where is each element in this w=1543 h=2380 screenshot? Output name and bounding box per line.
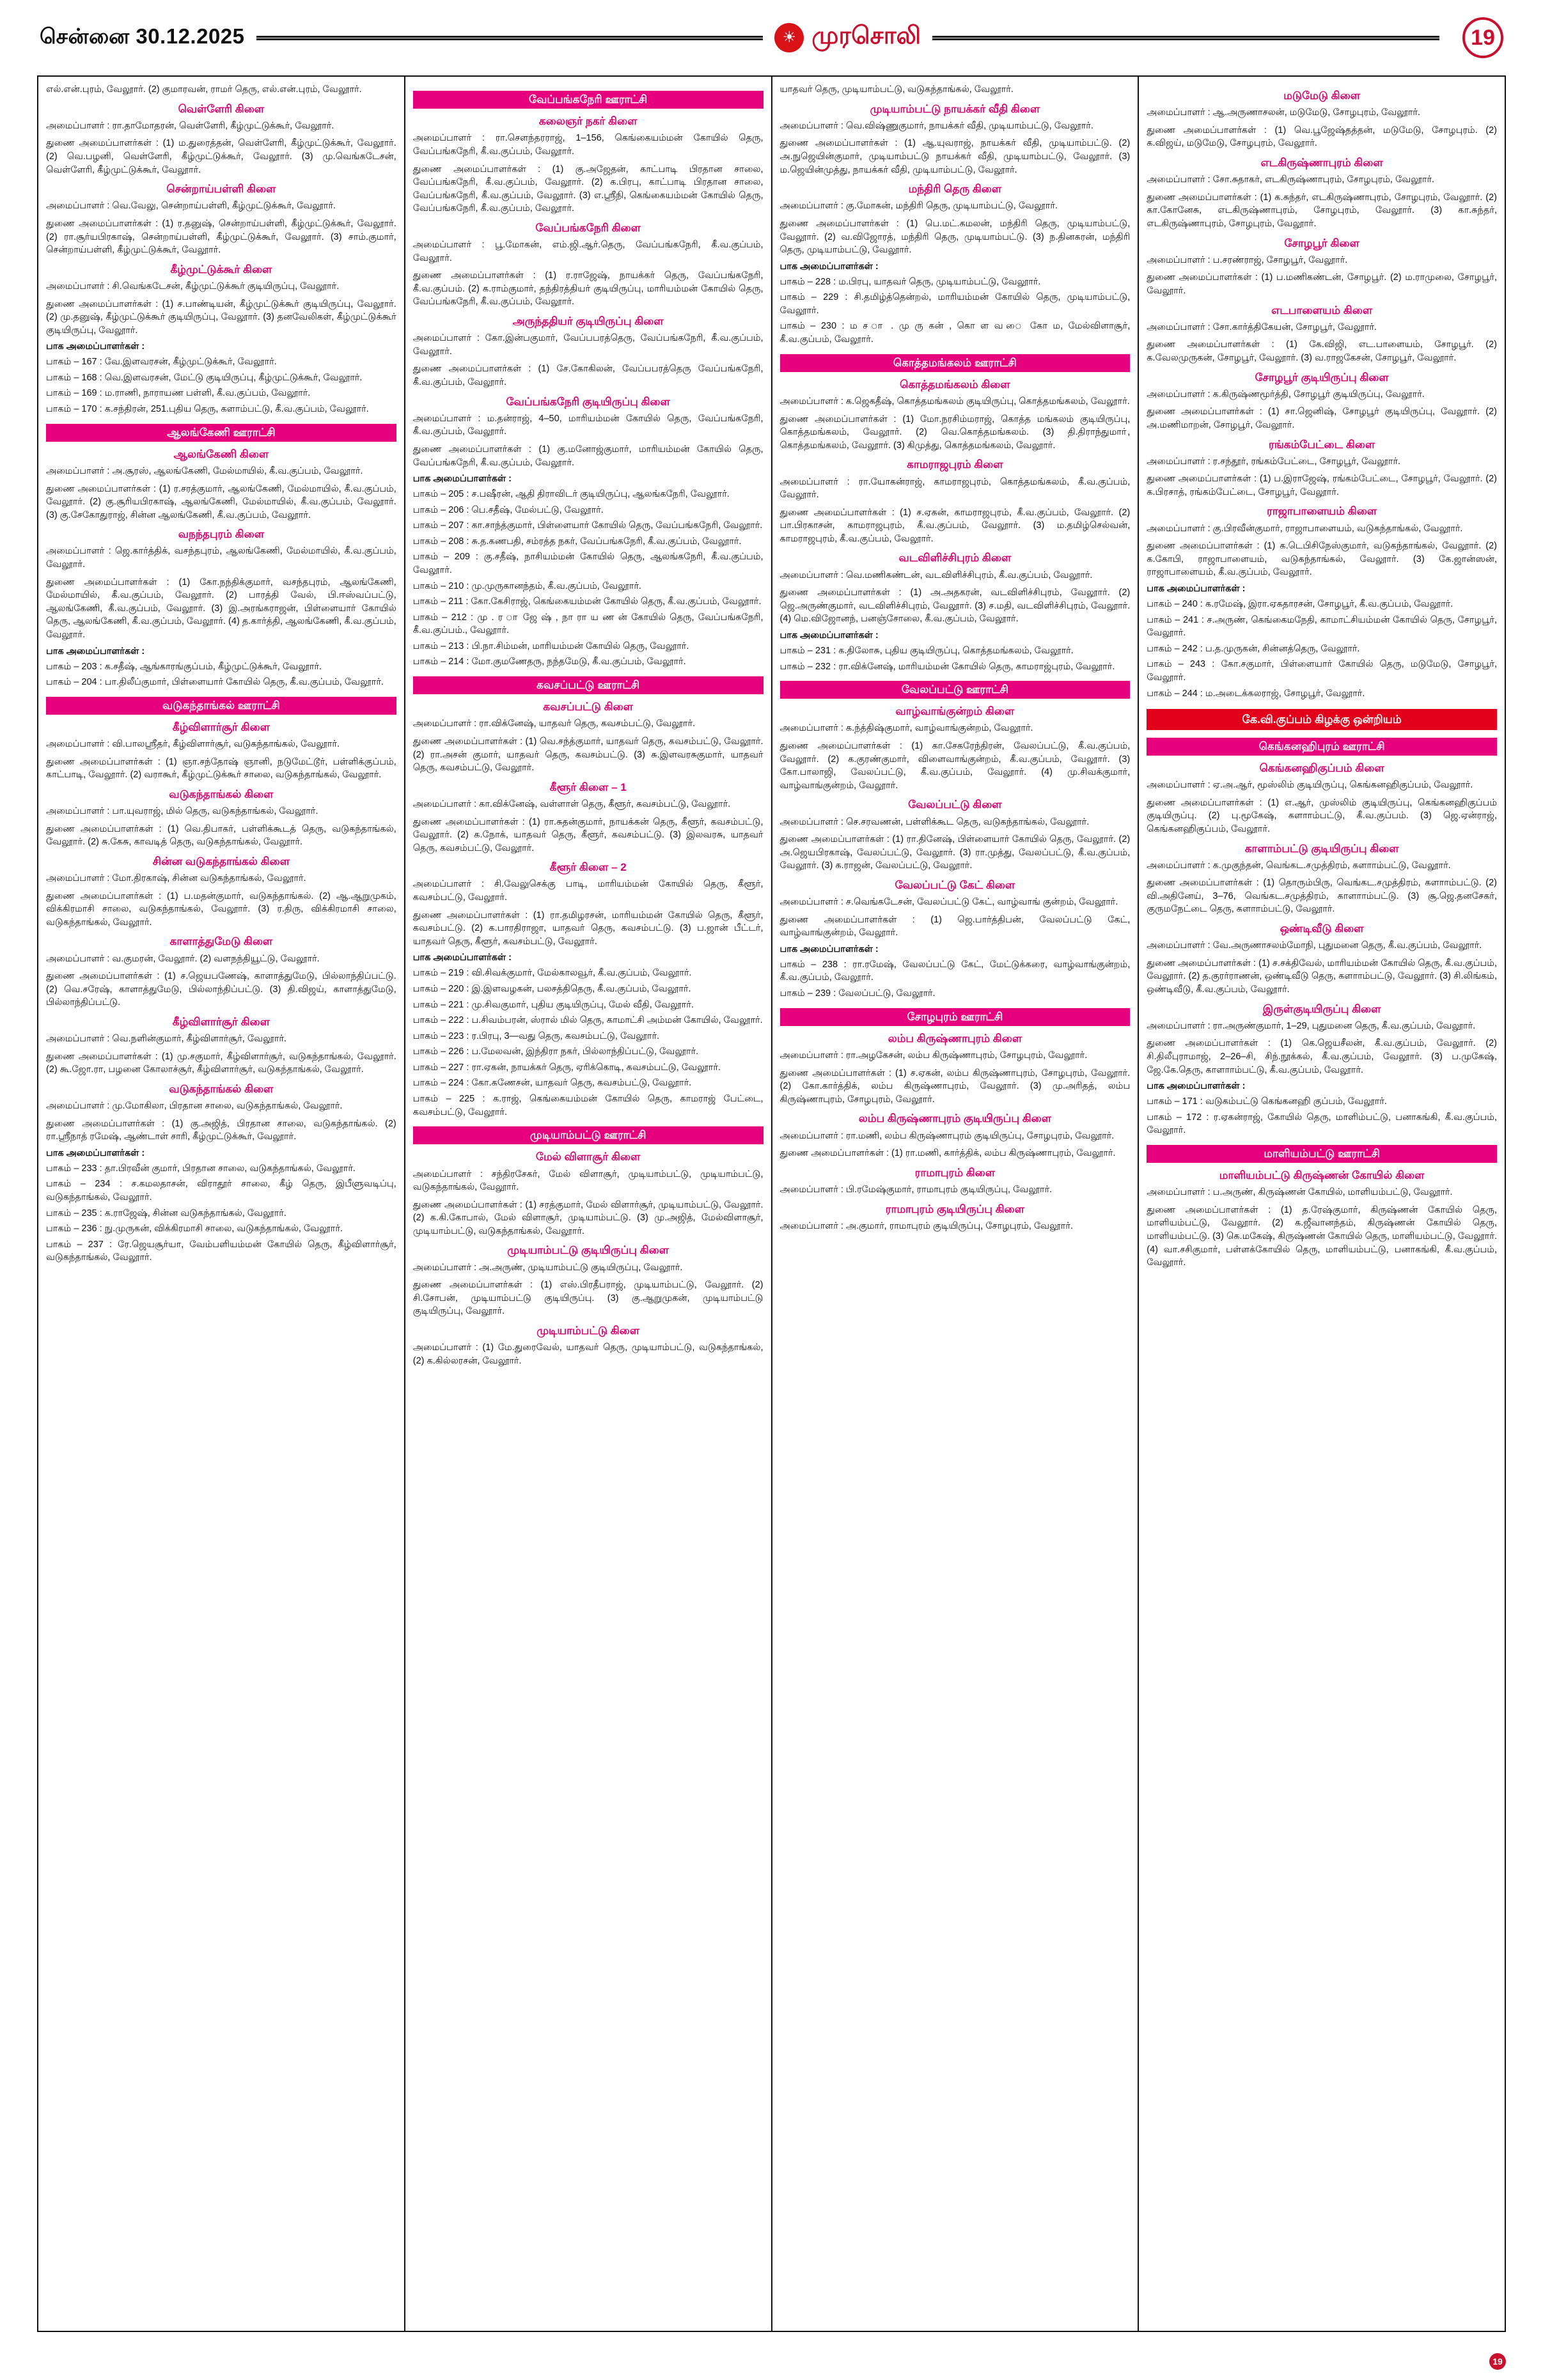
body-paragraph: அமைப்பாளர் : வெ.மணிகண்டன், வடவிளிச்சிபுரம், கீ.வ.குப்பம், வேலூார். bbox=[779, 570, 1093, 580]
body-paragraph: துணை அமைப்பாளர்கள் : (1) வெ.திபாகர், பள்ளிக்கூடத் தெரு, வடுகந்தாங்கல், வேலூார். (2) சு.கேசு, காவடித் தெரு, வடுகந்தாங்கல், வேலூார். bbox=[46, 823, 396, 848]
body-paragraph: அமைப்பாளர் : அ.குமார், ராமாபுரம் குடியிருப்பு, சோழபுரம், வேலூார். bbox=[779, 1220, 1073, 1231]
branch-heading: கொத்தமங்கலம் கிளை bbox=[900, 378, 1010, 391]
branch-heading: கீழ்விளார்சூர் கிளை bbox=[172, 720, 270, 733]
part-organiser-line: பாகம் – 206 : பெ.சதீஷ், மேல்பட்டு, வேலூார். bbox=[412, 504, 604, 515]
ward-heading: மாளியம்பட்டு ஊராட்சி bbox=[1147, 1145, 1497, 1163]
body-paragraph: துணை அமைப்பாளர்கள் : (1) அ.அதகரன், வடவிளிச்சிபுரம், வேலூார். (2) ஜெ.அருண்குமார், வடவிளிச்சிபுரம், வேலூார். (3) ச.மதி, வடவிளிச்சிபுரம், வேலூார். (4) மெ.விஜோனந், பனஞ்சோலை, கீ.வ.குப்பம், வேலூார். bbox=[779, 587, 1131, 625]
section-label: பாக அமைப்பாளர்கள் : bbox=[46, 341, 145, 352]
body-paragraph: துணை அமைப்பாளர்கள் : (1) ரா.மணி, கார்த்திக், லம்ப கிருஷ்ணாபுரம், வேலூார். bbox=[779, 1148, 1116, 1159]
body-paragraph: துணை அமைப்பாளர்கள் : (1) சா.ஜெனிஷ், சோழபூர் குடியிருப்பு, வேலூார். (2) அ.மணிமாறன், சோழபூர், வேலூார். bbox=[1147, 407, 1497, 430]
body-paragraph: துணை அமைப்பாளர்கள் : (1) கோ.நந்திக்குமார், வசந்தபுரம், ஆலங்கேணி, மேல்மாயில், கீ.வ.குப்பம், வேலூார். (2) பாரத்தி வேல், பி.ஈஸ்வப்பட்டு, ஆலங்கேணி, கீ.வ.குப்பம், வேலூார். (3) இ.அரங்கராஜன், பிள்ளையார் கோயில் தெரு, ஆலங்கேணி, கீ.வ.குப்பம், வேலூார். (4) த.கார்த்தி, ஆலங்கேணி, கீ.வ.குப்பம், வேலூார். bbox=[46, 577, 396, 640]
body-paragraph: அமைப்பாளர் : ரா.மணி, லம்ப கிருஷ்ணாபுரம் குடியிருப்பு, சோழபுரம், வேலூார். bbox=[779, 1130, 1115, 1141]
body-paragraph: துணை அமைப்பாளர்கள் : (1) மு.சகுமார், கீழ்விளார்சூர், வடுகந்தாங்கல், வேலூார். (2) கூ.ஜோ.ரா, பழனை கோலாச்சூர், கீழ்விளார்சூர், வடுகந்தாங்கல், வேலூார். bbox=[46, 1051, 396, 1075]
part-organiser-line: பாகம் – 226 : ப.மேலவன், இந்திரா நகர், பில்லாந்திப்பட்டு, வேலூார். bbox=[412, 1046, 699, 1057]
part-organiser-line: பாகம் – 233 : தா.பிரவீன் குமார், பிரதான சாலை, வடுகந்தாங்கல், வேலூார். bbox=[46, 1163, 356, 1174]
body-paragraph: துணை அமைப்பாளர்கள் : (1) க.டெபிசிநேஸ்குமார், வடுகந்தாங்கல், வேலூார். (2) க.கோபி, ராஜாபாளையம், வடுகந்தாங்கல், வேலூார். (3) கே.ஜான்ஸன், ராஜாபாளையம், கீ.வ.குப்பம், வேலூார். bbox=[1147, 541, 1497, 578]
branch-heading: எடகிருஷ்ணாபுரம் கிளை bbox=[1260, 156, 1383, 169]
columns-container bbox=[37, 75, 1506, 2332]
part-organiser-line: பாகம் – 207 : கா.சாந்த்குமார், பிள்ளையார் கோயில் தெரு, வேப்பங்கநேரி, வேலூார். bbox=[412, 520, 763, 531]
branch-heading: வடுகந்தாங்கல் கிளை bbox=[169, 1082, 274, 1095]
branch-heading: சென்றாய்பள்ளி கிளை bbox=[166, 183, 276, 196]
ward-heading: கெங்கனஹிபுரம் ஊராட்சி bbox=[1147, 738, 1497, 756]
body-paragraph: துணை அமைப்பாளர்கள் : (1) கெ.ஜெயசீலன், கீ.வ.குப்பம், வேலூார். (2) சி.திலீபுராமாஜ், 2–26–சி, சிந்.நூக்கல், கீ.வ.குப்பம், வேலூார். (3) ப.முகேஷ், ஜே.கே.தெரு, காளாாம்பட்டு, கீ.வ.குப்பம், வேலூார். bbox=[1147, 1038, 1497, 1075]
part-organiser-line: பாகம் – 221 : மு.சிவகுமார், புதிய குடியிருப்பு, மேல் வீதி, வேலூார். bbox=[412, 999, 694, 1010]
body-paragraph: அமைப்பாளர் : ரா.அழகேசன், லம்ப கிருஷ்ணாபுரம், சோழபுரம், வேலூார். bbox=[779, 1050, 1088, 1061]
body-paragraph: அமைப்பாளர் : ரா.அருண்குமார், 1–29, புதுமனை தெரு, கீ.வ.குப்பம், வேலூார். bbox=[1147, 1020, 1476, 1031]
body-paragraph: துணை அமைப்பாளர்கள் : (1) ச.பாண்டியன், கீழ்முட்டுக்கூர் குடியிருப்பு, வேலூார். (2) மு.தனுஷ், கீழ்முட்டுக்கூர் குடியிருப்பு, வேலூார். (3) தனவேலிகள், கீழ்முட்டுக்கூர் குடியிருப்பு, வேலூார். bbox=[46, 299, 396, 336]
body-paragraph: அமைப்பாளர் : மோ.திரகாஷ், சின்ன வடுகந்தாங்கல், வேலூார். bbox=[46, 873, 306, 883]
part-organiser-line: பாகம் – 224 : கோ.கணேசன், யாதவர் தெரு, கவசம்பட்டு, வேலூார். bbox=[412, 1078, 692, 1089]
branch-heading: ராமாபுரம் குடியிருப்பு கிளை bbox=[885, 1202, 1024, 1215]
body-paragraph: துணை அமைப்பாளர்கள் : (1) ச.ஏகன், லம்ப கிருஷ்ணாபுரம், சோழபுரம், வேலூார். (2) கோ.கார்த்திக், லம்ப கிருஷ்ணாபுரம், வேலூார். (3) மு.அரிதத், லம்ப கிருஷ்ணாபுரம், சோழபுரம், வேலூார். bbox=[779, 1068, 1131, 1105]
branch-heading: கீளூர் கிளை – 2 bbox=[549, 861, 627, 874]
body-paragraph: அமைப்பாளர் : ரா.யோகன்ராஜ், காமராஜபுரம், கொத்தமங்கலம், கீ.வ.குப்பம், வேலூார். bbox=[779, 476, 1131, 501]
part-organiser-line: பாகம் – 214 : மோ.குமணேதரு, நந்தமேடு, கீ.வ.குப்பம், வேலூார். bbox=[412, 657, 686, 667]
part-organiser-line: பாகம் – 171 : வடுகம்பட்டு கெங்கனஹி குப்பம், வேலூார். bbox=[1147, 1096, 1387, 1107]
branch-heading: ராஜாபாளையம் கிளை bbox=[1267, 505, 1377, 518]
branch-heading: காமராஜபுரம் கிளை bbox=[907, 458, 1003, 471]
branch-heading: லம்ப கிருஷ்ணாபுரம் குடியிருப்பு கிளை bbox=[858, 1112, 1052, 1125]
branch-heading: கீளூர் கிளை – 1 bbox=[549, 781, 627, 793]
branch-heading: வேப்பங்கநேரி கிளை bbox=[535, 221, 641, 234]
branch-heading: கலைஞர் நகர் கிளை bbox=[538, 115, 638, 128]
body-paragraph: துணை அமைப்பாளர்கள் : (1) ப.மதன்குமார், வடுகந்தாங்கல். (2) ஆ.ஆறுமுகம், விக்கிரமாசி சாலை, வடுகந்தாங்கல், வேலூார். (3) ர.திரு, விக்கிரமாசி சாலை, வடுகந்தாங்கல், வேலூார். bbox=[46, 891, 396, 928]
text-column-1 bbox=[38, 77, 405, 2331]
body-paragraph: அமைப்பாளர் : ம.தன்ராஜ், 4–50, மாரியம்மன் கோயில் தெரு, வேப்பங்கநேரி, கீ.வ.குப்பம், வேலூார். bbox=[412, 413, 764, 437]
part-organiser-line: பாகம் – 205 : ச.பஷீரன், ஆதி திராவிடர் குடியிருப்பு, ஆலங்கநேரி, வேலூார். bbox=[412, 489, 730, 500]
branch-heading: முடியாம்பட்டு கிளை bbox=[537, 1324, 640, 1337]
branch-heading: கவசப்பட்டு கிளை bbox=[543, 701, 633, 713]
body-paragraph: துணை அமைப்பாளர்கள் : (1) தொரும்பிரு, வெங்கட.சமுத்திரம், களாாம்பட்டு. (2) வி.அதினேய், 3–76, வெங்கட.சமுத்திரம், காளாாம்பட்டு. (3) சூ.ஜெ.தனசேகர், குருமநேட்டை தெரு, களாாம்பட்டு, வேலூார். bbox=[1147, 878, 1497, 915]
part-organiser-line: பாகம் – 212 : மு . ர ா ஜே ஷ் , நா ரா ய ண ன் கோயில் தெரு, வேப்பங்கநேரி, கீ.வ.குப்பம்., வேலூார். bbox=[412, 612, 764, 636]
body-paragraph: அமைப்பாளர் : பா.யுவராஜ், மில் தெரு, வடுகந்தாங்கல், வேலூார். bbox=[46, 806, 318, 817]
masthead-rule-right bbox=[932, 36, 1439, 40]
branch-heading: கெங்கனஹிகுப்பம் கிளை bbox=[1259, 761, 1384, 774]
branch-heading: வேலப்பட்டு கேட் கிளை bbox=[895, 878, 1015, 891]
masthead bbox=[0, 0, 1543, 75]
body-paragraph: அமைப்பாளர் : மு.மோகிலா, பிரதான சாலை, வடுகந்தாங்கல், வேலூார். bbox=[46, 1101, 343, 1112]
body-paragraph: துணை அமைப்பாளர்கள் : (1) ர.தனுஷ், சென்றாய்பள்ளி, கீழ்முட்டுக்கூர், வேலூார். (2) ரா.சூர்யபிரகாஷ், சென்றாய்பள்ளி, கீழ்முட்டுக்கூர், வேலூார். (3) சாம்.குமார், சென்றாய்பள்ளி, கீழ்முட்டுக்கூர், வேலூார். bbox=[46, 218, 396, 256]
branch-heading: வேப்பங்கநேரி குடியிருப்பு கிளை bbox=[506, 395, 670, 408]
body-paragraph: துணை அமைப்பாளர்கள் : (1) சே.கோகிலன், வேப்பபரத்தெரு வேப்பங்கநேரி, கீ.வ.குப்பம், வேலூார். bbox=[412, 364, 764, 387]
branch-heading: மாளியம்பட்டு கிருஷ்ணன் கோயில் கிளை bbox=[1219, 1169, 1425, 1182]
part-organiser-line: பாகம் – 241 : ச.அருண், கெங்கைமநேதி, காமாட்சியம்மன் கோயில் தெரு, சோழபூர், வேலூார். bbox=[1147, 614, 1497, 639]
section-label: பாக அமைப்பாளர்கள் : bbox=[46, 646, 145, 657]
body-paragraph: அமைப்பாளர் : வெ.நளின்குமார், கீழ்விளார்சூர், வேலூார். bbox=[46, 1034, 286, 1045]
part-organiser-line: பாகம் – 234 : ச.கமலதாசன், விராதூர் சாலை, கீழ் தெரு, இபீளுவடிப்பு, வடுகந்தாங்கல், வேலூார். bbox=[46, 1179, 396, 1202]
body-paragraph: அமைப்பாளர் : ரா.செளந்தரராஜ், 1–156, கெங்கையம்மன் கோயில் தெரு, வேப்பங்கநேரி, கீ.வ.குப்பம், வேலூார். bbox=[412, 133, 764, 157]
branch-heading: சின்ன வடுகந்தாங்கல் கிளை bbox=[152, 855, 290, 867]
ward-heading: சோழபுரம் ஊராட்சி bbox=[780, 1008, 1131, 1026]
part-organiser-line: பாகம் – 172 : ர.ஏகன்ராஜ், கோயில் தெரு, மாளிம்பட்டு, பனாகங்கி, கீ.வ.குப்பம், வேலூார். bbox=[1147, 1112, 1497, 1136]
branch-heading: ஆலங்கேணி கிளை bbox=[173, 447, 269, 460]
body-paragraph: அமைப்பாளர் : கு.மோகன், மந்திரி தெரு, முடியாம்பட்டு, வேலூார். bbox=[779, 201, 1058, 212]
body-paragraph: அமைப்பாளர் : க.ஜெகதீஷ், கொத்தமங்கலம் குடியிருப்பு, கொத்தமங்கலம், வேலூார். bbox=[779, 396, 1130, 407]
body-paragraph: துணை அமைப்பாளர்கள் : (1) ரா.தமிழரசன், மாரியம்மன் கோயில் தெரு, கீளூர், கவசம்பட்டு. (2) க.பாரதிராஜா, யாதவர் தெரு, கவசம்பட்டு. (3) ப.ஜான் பீட்டர், யாதவர் தெரு, கீளூர், கவசம்பட்டு, வேலூார். bbox=[412, 910, 764, 947]
body-paragraph: அமைப்பாளர் : க.கிருஷ்ணமூர்த்தி, சோழபூர் குடியிருப்பு, வேலூார். bbox=[1147, 389, 1425, 400]
body-paragraph: அமைப்பாளர் : ஏ.அ.ஆர், மூஸ்லிம் குடியிருப்பு, கெங்கனஹிகுப்பம், வேலூார். bbox=[1147, 780, 1473, 791]
body-paragraph: அமைப்பாளர் : ச.வெங்கடேசன், வேலப்பட்டு கேட், வாழ்வாங் குன்றம், வேலூார். bbox=[779, 897, 1118, 908]
body-paragraph: துணை அமைப்பாளர்கள் : (1) வெ.சந்த்குமார், யாதவர் தெரு, கவசம்பட்டு, வேலூார். (2) ரா.அசன் குமார், யாதவர் தெரு, கவசம்பட்டு. (3) சு.இளவரசுகுமார், யாதவர் தெரு, கவசம்பட்டு, வேலூார். bbox=[412, 736, 764, 774]
ward-heading: ஆலங்கேணி ஊராட்சி bbox=[46, 424, 396, 442]
branch-heading: வெள்ளேரி கிளை bbox=[178, 102, 265, 115]
part-organiser-line: பாகம் – 229 : சி.தமிழ்த்தென்றல், மாரியம்மன் கோயில் தெரு, முடியாம்பட்டு, வேலூார். bbox=[779, 292, 1131, 316]
body-paragraph: யாதவர் தெரு, முடியாம்பட்டு, வடுகந்தாங்கல், வேலூார். bbox=[779, 84, 1014, 95]
branch-heading: முடியாம்பட்டு நாயக்கர் வீதி கிளை bbox=[870, 102, 1040, 115]
branch-heading: சோழபூர் கிளை bbox=[1284, 237, 1359, 249]
branch-heading: ஒண்டிவீடு கிளை bbox=[1280, 922, 1364, 935]
ward-heading: முடியாம்பட்டு ஊராட்சி bbox=[413, 1126, 764, 1144]
body-paragraph: அமைப்பாளர் : வே.அருணாசலம்மோநி, புதுமனை தெரு, கீ.வ.குப்பம், வேலூார். bbox=[1147, 940, 1482, 951]
body-paragraph: துணை அமைப்பாளர்கள் : (1) ச.ஜெயபணேஷ், காளாத்துமேடு, பில்லாந்திப்பட்டு. (2) வெ.சரேஷ், காளாத்துமேடு, பில்லாந்திப்பட்டு. (3) தி.விஜய், காளாத்துமேடு, பில்லாந்திப்பட்டு. bbox=[46, 971, 396, 1008]
part-organiser-line: பாகம் – 235 : க.ராஜேஷ், சின்ன வடுகந்தாங்கல், வேலூார். bbox=[46, 1208, 286, 1218]
body-paragraph: அமைப்பாளர் : ஆ.அருணாசலன், மடுமேடு, சோழபுரம், வேலூார். bbox=[1147, 107, 1421, 118]
body-paragraph: துணை அமைப்பாளர்கள் : (1) ஆ.யுவராஜ், நாயக்கர் வீதி, முடியாம்பட்டு. (2) அ.நுஜெயின்குமார், முடியாம்பட்டு நாயக்கர் வீதி, முடியாம்பட்டு, வேலூார். (3) ம.ஜெயின்முத்து, நாயக்கர் வீதி, முடியாம்பட்டு, வேலூார். bbox=[779, 138, 1131, 175]
ward-heading: கொத்தமங்கலம் ஊராட்சி bbox=[780, 354, 1131, 372]
body-paragraph: அமைப்பாளர் : பூ.மோகன், எம்.ஜி.ஆர்.தெரு, வேப்பங்கநேரி, கீ.வ.குப்பம், வேலூார். bbox=[412, 240, 764, 263]
body-paragraph: துணை அமைப்பாளர்கள் : (1) கே.விஜி, எட.பாளையம், சோழபூர். (2) க.வேலமுருகன், சோழபூர், வேலூார். (3) வ.ராஜகேசன், சோழபூர், வேலூார். bbox=[1147, 339, 1497, 363]
section-label: பாக அமைப்பாளர்கள் : bbox=[1147, 584, 1246, 595]
branch-heading: கீழ்விளார்சூர் கிளை bbox=[172, 1015, 270, 1028]
part-organiser-line: பாகம் – 231 : க.திலோசு, புதிய குடியிருப்பு, கொத்தமங்கலம், வேலூார். bbox=[779, 645, 1074, 656]
body-paragraph: துணை அமைப்பாளர்கள் : (1) ஜெ.பார்த்திபன், வேலப்பட்டு கேட், வாழ்வாங்குன்றம், வேலூார். bbox=[779, 914, 1131, 938]
body-paragraph: அமைப்பாளர் : கா.விக்னேஷ், வள்ளாள் தெரு, கீளூர், கவசம்பட்டு, வேலூார். bbox=[412, 798, 731, 809]
body-paragraph: அமைப்பாளர் : ப.சரண்ராஜ், சோழபூர், வேலூார். bbox=[1147, 254, 1348, 265]
branch-heading: வடவிளிச்சிபுரம் கிளை bbox=[898, 552, 1012, 564]
part-organiser-line: பாகம் – 211 : கோ.கேசிராஜ், கெங்கையம்மன் கோயில் தெரு, கீ.வ.குப்பம், வேலூார். bbox=[412, 596, 762, 607]
part-organiser-line: பாகம் – 244 : ம.அடைக்கலராஜ், சோழபூர், வேலூார். bbox=[1147, 688, 1365, 699]
body-paragraph: அமைப்பாளர் : அ.சூரஸ், ஆலங்கேணி, மேல்மாயில், கீ.வ.குப்பம், வேலூார். bbox=[46, 465, 363, 476]
branch-heading: காளாத்துமேடு கிளை bbox=[169, 935, 273, 948]
body-paragraph: துணை அமைப்பாளர்கள் : (1) ரா.தினேஷ், பிள்ளையார் கோயில் தெரு, வேலூார். (2) அ.ஜெயபிரகாஷ், வேலப்பட்டு, வேலூார். (3) ரா.முத்து, வேலப்பட்டு, கீ.வ.குப்பம், வேலூார். (3) க.ராஜன், வேலப்பட்டு, வேலூார். bbox=[779, 834, 1131, 871]
part-organiser-line: பாகம் – 222 : ப.சிவம்பரன், ஸ்ரால் மில் தெரு, காமாட்சி அம்மன் கோயில், வேலூார். bbox=[412, 1015, 763, 1026]
part-organiser-line: பாகம் – 167 : வே.இளவரசன், கீழ்முட்டுக்கூர், வேலூார். bbox=[46, 357, 277, 368]
branch-heading: மடுமேடு கிளை bbox=[1283, 89, 1361, 102]
section-label: பாக அமைப்பாளர்கள் : bbox=[1147, 1081, 1246, 1092]
section-label: பாக அமைப்பாளர்கள் : bbox=[46, 1147, 145, 1158]
part-organiser-line: பாகம் – 238 : ரா.ரமேஷ், வேலப்பட்டு கேட், மேட்டுக்கரை, வாழ்வாங்குன்றம், கீ.வ.குப்பம், வேலூார். bbox=[779, 959, 1131, 983]
part-organiser-line: பாகம் – 223 : ர.பிரபு, 3—வது தெரு, கவசம்பட்டு, வேலூார். bbox=[412, 1031, 660, 1041]
body-paragraph: அமைப்பாளர் : சந்திரசேகர், மேல் விளாசூர், முடியாம்பட்டு, முடியாம்பட்டு, வடுகந்தாங்கல், வேலூார். bbox=[412, 1169, 764, 1193]
branch-heading: முடியாம்பட்டு குடியிருப்பு கிளை bbox=[507, 1244, 669, 1257]
body-paragraph: துணை அமைப்பாளர்கள் : (1) ஞா.சந்தோஷ் ஞானி, நடுமேட்டூர், பள்ளிக்குப்பம், காட்பாடி, வேலூார். (2) வராகூர், கீழ்முட்டுக்கூர் சாலை, வடுகந்தாங்கல், வேலூார். bbox=[46, 756, 396, 781]
branch-heading: மந்திரி தெரு கிளை bbox=[908, 183, 1002, 196]
branch-heading: இருள்குடியிருப்பு கிளை bbox=[1262, 1002, 1381, 1015]
body-paragraph: துணை அமைப்பாளர்கள் : (1) பெ.மட்.கமலன், மந்திரி தெரு, முடியாம்பட்டு, வேலூார். (2) வ.விஜோரத், மந்திரி தெரு, முடியாம்பட்டு. (3) ந.தினகரன், மந்திரி தெரு, முடியாம்பட்டு, வேலூார். bbox=[779, 218, 1131, 256]
masthead-rule bbox=[256, 36, 764, 40]
body-paragraph: துணை அமைப்பாளர்கள் : (1) ர.சரத்குமார், ஆலங்கேணி, மேல்மாயில், கீ.வ.குப்பம், வேலூார். (2) கு.சூரியபிரகாஷ், ஆலங்கேணி, மேல்மாயில், கீ.வ.குப்பம், வேலூார். (3) கு.சேகோதுராஜ், சின்ன ஆலங்கேணி, கீ.வ.குப்பம், வேலூார். bbox=[46, 483, 396, 520]
body-paragraph: அமைப்பாளர் : கு.பிரவீன்குமார், ராஜாபாளையம், வடுகந்தாங்கல், வேலூார். bbox=[1147, 523, 1463, 534]
text-column-3 bbox=[772, 77, 1140, 2331]
part-organiser-line: பாகம் – 220 : இ.இளவழகன், பலசத்திதெரு, கீ.வ.குப்பம், வேலூார். bbox=[412, 983, 691, 994]
sun-logo-icon: ☀ bbox=[774, 23, 804, 52]
branch-heading: ரங்கம்பேட்டை கிளை bbox=[1269, 438, 1375, 451]
body-paragraph: அமைப்பாளர் : வெ.வேலு, சென்றாய்பள்ளி, கீழ்முட்டுக்கூர், வேலூார். bbox=[46, 201, 336, 212]
body-paragraph: அமைப்பாளர் : வெ.விஷ்ணுகுமார், நாயக்கர் வீதி, முடியாம்பட்டு, வேலூார். bbox=[779, 120, 1093, 131]
part-organiser-line: பாகம் – 213 : பி.நா.சிம்மன், மாரியம்மன் கோயில் தெரு, வேலூார். bbox=[412, 641, 689, 651]
body-paragraph: அமைப்பாளர் : க.முகுந்தன், வெங்கட.சமுத்திரம், களாாம்பட்டு, வேலூார். bbox=[1147, 860, 1451, 871]
branch-heading: கீழ்முட்டுக்கூர் கிளை bbox=[170, 263, 272, 276]
branch-heading: ராமாபுரம் கிளை bbox=[914, 1166, 996, 1179]
part-organiser-line: பாகம் – 170 : க.சந்திரன், 251.புதிய தெரு, களாம்பட்டு, கீ.வ.குப்பம், வேலூார். bbox=[46, 404, 369, 414]
body-paragraph: அமைப்பாளர் : சி.வெங்கடேசன், கீழ்முட்டுக்கூர் குடியிருப்பு, வேலூார். bbox=[46, 281, 340, 292]
branch-heading: மேல் விளாசூர் கிளை bbox=[535, 1151, 641, 1163]
body-paragraph: அமைப்பாளர் : சோ.சுதாகர், எடகிருஷ்ணாபுரம், சோழபுரம், வேலூார். bbox=[1147, 175, 1435, 185]
body-paragraph: துணை அமைப்பாளர்கள் : (1) சரத்குமார், மேல் விளார்சூர், முடியாம்பட்டு, வேலூார். (2) க.கி.கோபால், மேல் விளாசூர், முடியாம்பட்டு. (3) மு.அஜித், மேல்விளாசூர், முடியாம்பட்டு, வடுகந்தாங்கல், வேலூார். bbox=[412, 1199, 764, 1236]
body-paragraph: அமைப்பாளர் : (1) மே.துரைவேல், யாதவர் தெரு, முடியாம்பட்டு, வடுகந்தாங்கல், (2) க.கில்லரசன், வேலூார். bbox=[412, 1342, 764, 1366]
body-paragraph: அமைப்பாளர் : வி.பாலஸ்ரீதர், கீழ்விளார்சூர், வடுகந்தாங்கல், வேலூார். bbox=[46, 739, 340, 750]
body-paragraph: துணை அமைப்பாளர்கள் : (1) ப.மணிகண்டன், சோழபூர். (2) ம.ராமுலை, சோழபூர், வேலூார். bbox=[1147, 272, 1497, 296]
part-organiser-line: பாகம் – 236 : நு.முருகன், விக்கிரமாசி சாலை, வடுகந்தாங்கல், வேலூார். bbox=[46, 1224, 343, 1234]
part-organiser-line: பாகம் – 169 : ம.ராணி, நாராயண பள்ளி, கீ.வ.குப்பம், வேலூார். bbox=[46, 388, 311, 399]
body-paragraph: துணை அமைப்பாளர்கள் : (1) ரா.சுதன்குமார், நாயக்கன் தெரு, கீளூர், கவசம்பட்டு, வேலூார். (2) க.நோக், யாதவர் தெரு, கீளூர், கவசம்பட்டு. (3) இலவரசு, யாதவர் தெரு, கவசம்பட்டு, வேலூார். bbox=[412, 816, 764, 853]
body-paragraph: துணை அமைப்பாளர்கள் : (1) க.சுந்தர், எடகிருஷ்ணாபுரம், சோழபுரம், வேலூார். (2) கா.கோனேசு, எடகிருஷ்ணாபுரம், சோழபுரம், வேலூார். (3) கா.சுந்தர், எடகிருஷ்ணாபுரம், சோழபுரம், வேலூார். bbox=[1147, 192, 1497, 229]
text-column-2 bbox=[405, 77, 772, 2331]
body-paragraph: துணை அமைப்பாளர்கள் : (1) கா.சேகரேந்திரன், வேலப்பட்டு, கீ.வ.குப்பம், வேலூார். (2) க.குரண்குமார், விளைவாங்குன்றம், கீ.வ.குப்பம், வேலூார். (3) கோ.பாலாஜி, வேலப்பட்டு, கீ.வ.குப்பம், வேலூார். (4) மு.சிவக்குமார், வாழ்வாங்குன்றம், வேலூார். bbox=[779, 741, 1131, 791]
part-organiser-line: பாகம் – 210 : மு.முருகானந்தம், கீ.வ.குப்பம், வேலூார். bbox=[412, 580, 641, 591]
section-label: பாக அமைப்பாளர்கள் : bbox=[412, 953, 512, 963]
body-paragraph: துணை அமைப்பாளர்கள் : (1) வெ.பூஜேஷ்தத்தன், மடுமேடு, சோழபுரம். (2) க.விஜய், மடுமேடு, சோழபுரம், வேலூார். bbox=[1147, 125, 1497, 149]
body-paragraph: துணை அமைப்பாளர்கள் : (1) ச.ஏகன், காமராஜபுரம், கீ.வ.குப்பம், வேலூார். (2) பா.பிரகாசன், காமராஜபுரம், கீ.வ.குப்பம், வேலூார். (3) ம.தமிழ்செல்வன், காமராஜபுரம், கீ.வ.குப்பம், வேலூார். bbox=[779, 507, 1131, 544]
body-paragraph: அமைப்பாளர் : ரா.தாமோதரன், வெள்ளேரி, கீழ்முட்டுக்கூர், வேலூார். bbox=[46, 120, 334, 131]
body-paragraph: அமைப்பாளர் : ரா.விக்னேஷ், யாதவர் தெரு, கவசம்பட்டு, வேலூார். bbox=[412, 719, 696, 729]
part-organiser-line: பாகம் – 203 : க.சதீஷ், ஆங்காரங்குப்பம், கீழ்முட்டுக்கூர், வேலூார். bbox=[46, 661, 322, 672]
body-paragraph: துணை அமைப்பாளர்கள் : (1) எஸ்.பிரதீபராஜ், முடியாம்பட்டு, வேலூார். (2) சி.சோபன், முடியாம்பட்டு குடியிருப்பு. (3) கு.ஆறுமுகன், முடியாம்பட்டு குடியிருப்பு, வேலூார். bbox=[412, 1280, 764, 1317]
branch-heading: எடபாளையம் கிளை bbox=[1271, 304, 1373, 316]
footer-page-number: 19 bbox=[1489, 2353, 1506, 2370]
branch-heading: லம்ப கிருஷ்ணாபுரம் கிளை bbox=[888, 1032, 1022, 1045]
body-paragraph: துணை அமைப்பாளர்கள் : (1) த.ரேஷ்குமார், கிருஷ்ணன் கோயில் தெரு, மாளியம்பட்டு, வேலூார். (2) க.ஜீவானந்தம், கிருஷ்ணன் கோயில் தெரு, மாளியம்பட்டு. (3) கெ.மகேஷ், கிருஷ்ணன் கோயில் தெரு, மாளியம்பட்டு, வேலூார். (4) வா.சசிகுமார், பள்ளக்கோயில் தெரு, மாளியம்பட்டு, பனாகங்கி, கீ.வ.குப்பம், வேலூார். bbox=[1147, 1204, 1497, 1268]
part-organiser-line: பாகம் – 227 : ரா.ஏகன், நாயக்கர் தெரு, ஏரிக்கொடி, கவசம்பட்டு, வேலூார். bbox=[412, 1062, 721, 1073]
body-paragraph: துணை அமைப்பாளர்கள் : (1) மோ.நரசிம்மராஜ், கொத்த மங்கலம் குடியிருப்பு, கொத்தமங்கலம், வேலூார். (2) வெ.கொத்தமங்கலம். (3) தி.திராந்துமாா், கொத்தமங்கலம், வேலூார். (3) கிமுத்து, கொத்தமங்கலம், வேலூார். bbox=[779, 414, 1131, 451]
part-organiser-line: பாகம் – 208 : சு.த.கணபதி, சம்ரத்த நகர், வேப்பங்கநேரி, கீ.வ.குப்பம், வேலூார். bbox=[412, 536, 742, 547]
masthead-logo bbox=[774, 22, 921, 53]
branch-heading: அருந்ததியர் குடியிருப்பு கிளை bbox=[512, 315, 664, 327]
body-paragraph: துணை அமைப்பாளர்கள் : (1) கு.அஜித், பிரதான சாலை, வடுகந்தாங்கல். (2) ரா.ஸ்ரீநாத் ரமேஷ், ஆண்டாள் சாரி, கீழ்முட்டுக்கூர், வேலூார். bbox=[46, 1118, 396, 1142]
part-organiser-line: பாகம் – 204 : பா.திலீப்குமார், பிள்ளையார் கோயில் தெரு, கீ.வ.குப்பம், வேலூார். bbox=[46, 677, 384, 688]
part-organiser-line: பாகம் – 242 : ப.த.முருகன், சின்னத்தெரு, வேலூார். bbox=[1147, 643, 1360, 654]
branch-heading: வடுகந்தாங்கல் கிளை bbox=[169, 788, 274, 800]
union-heading: கே.வி.குப்பம் கிழக்கு ஒன்றியம் bbox=[1147, 709, 1497, 730]
masthead-title: முரசொலி bbox=[811, 22, 921, 49]
part-organiser-line: பாகம் – 228 : ம.பிரபு, யாதவர் தெரு, முடியாம்பட்டு, வேலூார். bbox=[779, 276, 1041, 287]
section-label: பாக அமைப்பாளர்கள் : bbox=[779, 944, 879, 954]
body-paragraph: அமைப்பாளர் : ர.சந்தூர், ரங்கம்பேட்டை, சோழபூர், வேலூார். bbox=[1147, 456, 1401, 467]
page-number-badge: 19 bbox=[1462, 17, 1503, 58]
section-label: பாக அமைப்பாளர்கள் : bbox=[779, 261, 879, 272]
body-paragraph: அமைப்பாளர் : செ.சரவணன், பள்ளிக்கூட தெரு, வடுகந்தாங்கல், வேலூார். bbox=[779, 816, 1090, 827]
body-paragraph: எல்.என்.புரம், வேலூார். (2) குமாரவன், ராமர் தெரு, எல்.என்.புரம், வேலூார். bbox=[46, 84, 362, 95]
ward-heading: வேலப்பட்டு ஊராட்சி bbox=[780, 681, 1131, 699]
body-paragraph: அமைப்பாளர் : கோ.இன்பகுமார், வேப்பபரத்தெரு, வேப்பங்கநேரி, கீ.வ.குப்பம், வேலூார். bbox=[412, 333, 764, 357]
body-paragraph: துணை அமைப்பாளர்கள் : (1) கு.அஜேதன், காட்பாடி பிரதான சாலை, வேப்பங்கநேரி, கீ.வ.குப்பம், வேலூார். (2) க.பிரபு, காட்பாடி பிரதான சாலை, வேப்பங்கநேரி, கீ.வ.குப்பம், வேலூார். (3) எ.ஸ்ரீநி, கெங்கையம்மன் கோயில் தெரு, வேப்பங்கநேரி, கீ.வ.குப்பம், வேலூார். bbox=[412, 164, 764, 214]
body-paragraph: துணை அமைப்பாளர்கள் : (1) கு.மனோஜ்குமார், மாரியம்மன் கோயில் தெரு, வேப்பங்கநேரி, கீ.வ.குப்பம், வேலூார். bbox=[412, 444, 764, 468]
body-paragraph: அமைப்பாளர் : பி.ரமேஷ்குமார், ராமாபுரம் குடியிருப்பு, வேலூார். bbox=[779, 1184, 1053, 1195]
branch-heading: வேலப்பட்டு கிளை bbox=[908, 798, 1002, 811]
part-organiser-line: பாகம் – 219 : வி.சிவக்குமார், மேல்காலவூர், கீ.வ.குப்பம், வேலூார். bbox=[412, 968, 692, 979]
ward-heading: வேப்பங்கநேரி ஊராட்சி bbox=[413, 91, 764, 109]
branch-heading: வாழ்வாங்குன்றம் கிளை bbox=[895, 705, 1015, 718]
part-organiser-line: பாகம் – 230 : ம ச ா . மு ரு கன் , கொ ள வ ை கோ ம, மேல்விளாசூர், கீ.வ.குப்பம், வேலூார். bbox=[779, 321, 1131, 345]
body-paragraph: அமைப்பாளர் : அ.அருண், முடியாம்பட்டு குடியிருப்பு, வேலூார். bbox=[412, 1262, 683, 1273]
body-paragraph: துணை அமைப்பாளர்கள் : (1) ச.சக்திவேல், மாரியம்மன் கோயில் தெரு, கீ.வ.குப்பம், வேலூார். (2) த.குரர்ராணன், ஒண்டிவீடு தெரு, களாாம்பட்டு, வேலூார். (3) சி.லிங்கம், ஒண்டிவீடு, கீ.வ.குப்பம், வேலூார். bbox=[1147, 958, 1497, 995]
branch-heading: சோழபூர் குடியிருப்பு கிளை bbox=[1255, 371, 1389, 384]
body-paragraph: அமைப்பாளர் : சி.வேலுசெக்கு பாடி, மாரியம்மன் கோயில் தெரு, கீளூர், கவசம்பட்டு, வேலூார். bbox=[412, 879, 764, 903]
body-paragraph: துணை அமைப்பாளர்கள் : (1) ம.துரைத்தன், வெள்ளேரி, கீழ்முட்டுக்கூர், வேலூார். (2) வெ.பழனி, வெள்ளேரி, கீழ்முட்டுக்கூர், வேலூார். (3) மு.வெங்கடேசன், வெள்ளேரி, கீழ்முட்டுக்கூர், வேலூார். bbox=[46, 138, 396, 175]
branch-heading: காளாம்பட்டு குடியிருப்பு கிளை bbox=[1244, 842, 1399, 855]
part-organiser-line: பாகம் – 243 : கோ.சகுமார், பிள்ளையார் கோயில் தெரு, மடுமேடு, சோழபூர், வேலூார். bbox=[1147, 659, 1497, 683]
body-paragraph: அமைப்பாளர் : சோ.கார்த்திகேயன், சோழபூர், வேலூார். bbox=[1147, 322, 1377, 332]
ward-heading: வடுகந்தாங்கல் ஊராட்சி bbox=[46, 697, 396, 715]
text-column-4 bbox=[1139, 77, 1505, 2331]
part-organiser-line: பாகம் – 168 : வெ.இளவரசன், மேட்டு குடியிருப்பு, கீழ்முட்டுக்கூர், வேலூார். bbox=[46, 372, 363, 383]
body-paragraph: அமைப்பாளர் : க.ந்த்திஷ்குமார், வாழ்வாங்குன்றம், வேலூார். bbox=[779, 723, 1033, 734]
body-paragraph: துணை அமைப்பாளர்கள் : (1) ப.இராஜேஷ், ரங்கம்பேட்டை, சோழபூர், வேலூார். (2) க.பிரசாத், ரங்கம்பேட்டை, சோழபூர், வேலூார். bbox=[1147, 474, 1497, 497]
part-organiser-line: பாகம் – 240 : க.ரமேஷ், இரா.ஏகதாரசன், சோழபூர், கீ.வ.குப்பம், வேலூார். bbox=[1147, 599, 1453, 610]
section-label: பாக அமைப்பாளர்கள் : bbox=[412, 474, 512, 485]
part-organiser-line: பாகம் – 237 : ரே.ஜெயசூர்யா, வேம்பளியம்மன் கோயில் தெரு, கீழ்விளார்சூர், வடுகந்தாங்கல், வேலூார். bbox=[46, 1239, 396, 1263]
part-organiser-line: பாகம் – 232 : ரா.விக்னேஷ், மாரியம்மன் கோயில் தெரு, காமராஜ்புரம், வேலூார். bbox=[779, 661, 1115, 672]
part-organiser-line: பாகம் – 225 : க.ராஜ், கெங்கையம்மன் கோயில் தெரு, காமராஜ் பேட்டை, கவசம்பட்டு, வேலூார். bbox=[412, 1094, 764, 1117]
section-label: பாக அமைப்பாளர்கள் : bbox=[779, 630, 879, 641]
body-paragraph: அமைப்பாளர் : வ.குமரன், வேலூார். (2) வளநந்தியூட்டு, வேலூார். bbox=[46, 953, 320, 964]
masthead-city-date: சென்னை 30.12.2025 bbox=[40, 24, 245, 48]
branch-heading: வநந்தபுரம் கிளை bbox=[178, 528, 265, 541]
body-paragraph: துணை அமைப்பாளர்கள் : (1) ர.ராஜேஷ், நாயக்கர் தெரு, வேப்பங்கநேரி, கீ.வ.குப்பம். (2) க.ராம்குமார், தந்திரத்தியர் குடியிருப்பு, மாரியம்மன் கோயில் தெரு, வேப்பங்கநேரி, கீ.வ.குப்பம், வேலூார். bbox=[412, 270, 764, 307]
part-organiser-line: பாகம் – 239 : வேலப்பட்டு, வேலூார். bbox=[779, 988, 936, 999]
body-paragraph: துணை அமைப்பாளர்கள் : (1) எ.ஆர், முஸ்லிம் குடியிருப்பு, கெங்கனஹிகுப்பம் குடியிருப்பு. (2) பு.மூகேஷ், களாாம்பட்டு, கீ.வ.குப்பம். (3) ஜெ.ஏன்ராஜ், கெங்கனஹிகுப்பம், வேலூார். bbox=[1147, 797, 1497, 834]
body-paragraph: அமைப்பாளர் : ப.அருண், கிருஷ்ணன் கோயில், மாளியம்பட்டு, வேலூார். bbox=[1147, 1187, 1453, 1198]
part-organiser-line: பாகம் – 209 : கு.சதீஷ், நாசியம்மன் கோயில் தெரு, ஆலங்கநேரி, கீ.வ.குப்பம், வேலூார். bbox=[412, 552, 764, 575]
ward-heading: கவசப்பட்டு ஊராட்சி bbox=[413, 676, 764, 694]
body-paragraph: அமைப்பாளர் : ஜெ.கார்த்திக், வசந்தபுரம், ஆலங்கேணி, மேல்மாயில், கீ.வ.குப்பம், வேலூார். bbox=[46, 546, 396, 570]
